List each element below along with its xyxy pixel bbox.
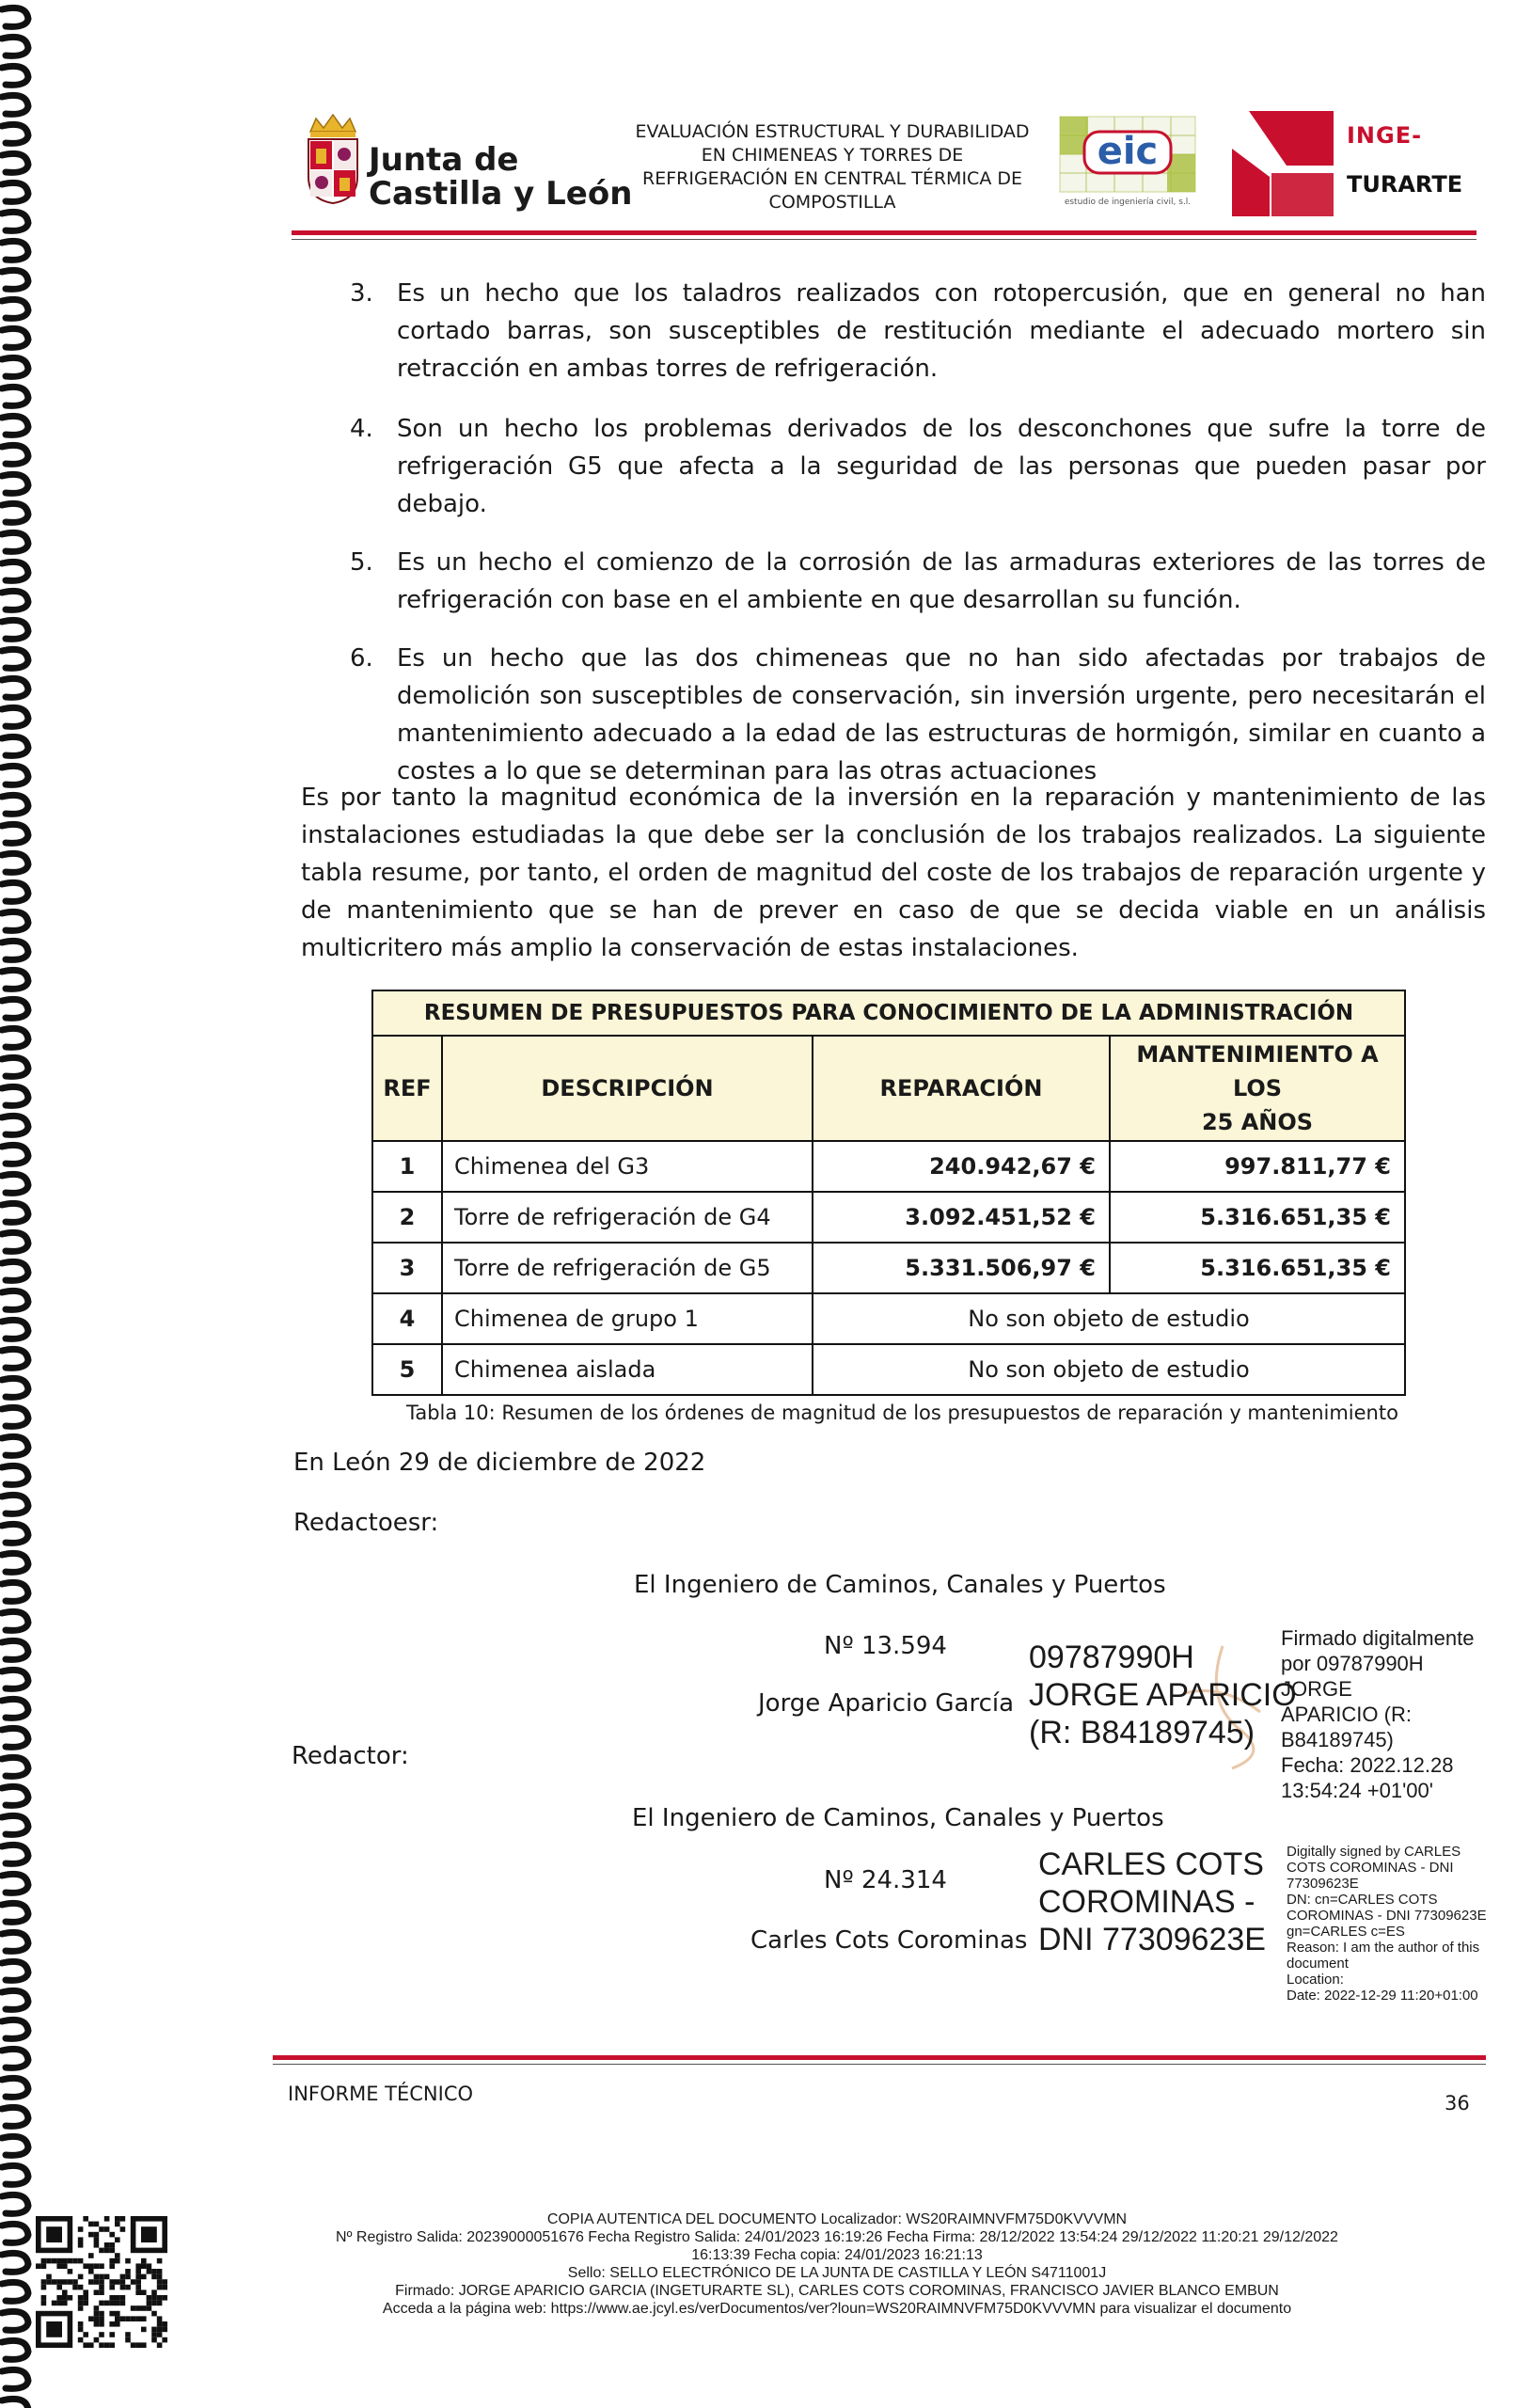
signer2-sig-line3: DNI 77309623E	[1038, 1922, 1266, 1957]
list-item	[350, 640, 1486, 790]
signer1-number: Nº 13.594	[824, 1632, 947, 1660]
signer2-stamp-line: Date: 2022-12-29 11:20+01:00	[1287, 1988, 1478, 2004]
budget-summary-table	[371, 990, 1406, 1396]
cell-not-studied: No son objeto de estudio	[813, 1293, 1405, 1344]
cell-maintenance: 997.811,77 €	[1110, 1141, 1405, 1192]
list-item-number: 6.	[350, 644, 373, 673]
signer2-digital-signature	[1038, 1846, 1266, 1958]
eic-logo-text: eic	[1097, 130, 1159, 173]
qr-code	[36, 2216, 167, 2348]
signer1-digital-signature	[1029, 1639, 1297, 1751]
list-item	[350, 410, 1486, 523]
list-item-number: 4.	[350, 415, 373, 443]
column-header-maintenance-line1: MANTENIMIENTO A LOS	[1136, 1041, 1379, 1101]
signer2-stamp-line: COROMINAS - DNI 77309623E	[1287, 1908, 1487, 1924]
cell-ref: 1	[372, 1141, 442, 1192]
eic-logo-subtitle: estudio de ingeniería civil, s.l.	[1064, 198, 1192, 207]
table-row	[372, 1344, 1405, 1395]
signer2-stamp-line: Digitally signed by CARLES	[1287, 1844, 1461, 1860]
cell-description: Chimenea aislada	[442, 1344, 813, 1395]
cell-description: Torre de refrigeración de G4	[442, 1192, 813, 1243]
redactores-label: Redactoesr:	[293, 1509, 439, 1537]
signer1-signature-stamp	[1281, 1625, 1497, 1803]
list-item-number: 5.	[350, 548, 373, 577]
table-row	[372, 1192, 1405, 1243]
cell-ref: 4	[372, 1293, 442, 1344]
signer1-sig-line3: (R: B84189745)	[1029, 1715, 1255, 1751]
page-number: 36	[1445, 2092, 1470, 2115]
column-header-repair: REPARACIÓN	[813, 1036, 1110, 1141]
signer1-stamp-line: por 09787990H JORGE	[1281, 1652, 1424, 1701]
cell-repair: 5.331.506,97 €	[813, 1243, 1110, 1293]
cell-ref: 2	[372, 1192, 442, 1243]
list-item-text: Es un hecho que las dos chimeneas que no han sido afectadas por trabajos de demolición son susceptibles de conservación, sin inversión urgente, pero necesitarán el mantenimiento adecuado a la edad de las estructuras de hormigón, similar en cuanto a costes a lo que se determinan para las otras actuaciones	[397, 644, 1486, 785]
list-item-text: Es un hecho el comienzo de la corrosión de las armaduras exteriores de las torres de refrigeración con base en el ambiente en que desarrollan su función.	[397, 548, 1486, 614]
signer2-sig-line1: CARLES COTS	[1038, 1846, 1264, 1882]
signer1-sig-line1: 09787990H	[1029, 1640, 1194, 1675]
cell-not-studied: No son objeto de estudio	[813, 1344, 1405, 1395]
signer2-role: El Ingeniero de Caminos, Canales y Puertos	[632, 1804, 1164, 1832]
signer2-stamp-line: 77309623E	[1287, 1876, 1359, 1892]
table-row	[372, 1141, 1405, 1192]
org-name: Junta de Castilla y León	[369, 141, 633, 213]
cell-ref: 3	[372, 1243, 442, 1293]
signer2-sig-line2: COROMINAS -	[1038, 1884, 1255, 1920]
junta-castilla-leon-logo	[303, 111, 363, 205]
document-title: EVALUACIÓN ESTRUCTURAL Y DURABILIDAD EN CHIMENEAS Y TORRES DE REFRIGERACIÓN EN CENTRAL TÉRMICA DE COMPOSTILLA	[635, 121, 1030, 213]
list-item-text: Es un hecho que los taladros realizados con rotopercusión, que en general no han cortado barras, son susceptibles de restitución mediante el adecuado mortero sin retracción en ambas torres de refrigeración.	[397, 279, 1486, 383]
eic-logo	[1058, 113, 1197, 214]
column-header-maintenance	[1110, 1036, 1405, 1141]
signer2-name: Carles Cots Corominas	[750, 1926, 1028, 1955]
column-header-maintenance-line2: 25 AÑOS	[1201, 1109, 1314, 1135]
cell-repair: 240.942,67 €	[813, 1141, 1110, 1192]
signer1-stamp-line: 13:54:24 +01'00'	[1281, 1779, 1433, 1802]
signer2-signature-stamp	[1287, 1844, 1503, 2004]
table-title: RESUMEN DE PRESUPUESTOS PARA CONOCIMIENTO DE LA ADMINISTRACIÓN	[372, 990, 1405, 1036]
signer2-number: Nº 24.314	[824, 1866, 947, 1894]
signer1-name: Jorge Aparicio García	[758, 1689, 1015, 1718]
header-divider-thin	[292, 239, 1477, 240]
registry-stamp	[169, 2210, 1505, 2318]
signer1-sig-line2: JORGE APARICIO	[1029, 1677, 1297, 1713]
signer2-stamp-line: document	[1287, 1956, 1349, 1972]
header-divider	[292, 230, 1477, 235]
cell-description: Torre de refrigeración de G5	[442, 1243, 813, 1293]
signer2-stamp-line: Location:	[1287, 1972, 1344, 1988]
signer2-stamp-line: COTS COROMINAS - DNI	[1287, 1860, 1454, 1876]
summary-paragraph: Es por tanto la magnitud económica de la inversión en la reparación y mantenimiento de las instalaciones estudiadas la que debe ser la conclusión de los trabajos realizados. La siguiente tabla resume, por tanto, el orden de magnitud del coste de los trabajos de reparación urgente y de mantenimiento que se han de prever en caso de que se decida viable en un análisis multicritero más amplio la conservación de estas instalaciones.	[301, 784, 1486, 962]
signer2-stamp-line: DN: cn=CARLES COTS	[1287, 1892, 1438, 1908]
signer1-stamp-line: Firmado digitalmente	[1281, 1626, 1475, 1650]
list-item-text: Son un hecho los problemas derivados de los desconchones que sufre la torre de refrigeración G5 que afecta a la seguridad de las personas que pueden pasar por debajo.	[397, 415, 1486, 518]
list-item-number: 3.	[350, 279, 373, 308]
signer1-stamp-line: Fecha: 2022.12.28	[1281, 1753, 1454, 1777]
column-header-description: DESCRIPCIÓN	[442, 1036, 813, 1141]
signer2-stamp-line: Reason: I am the author of this	[1287, 1940, 1480, 1956]
footer-divider-thin	[273, 2064, 1486, 2065]
column-header-ref: REF	[372, 1036, 442, 1141]
registry-line: Nº Registro Salida: 20239000051676 Fecha Registro Salida: 24/01/2023 16:19:26 Fecha Firma: 28/12/2022 13:54:24 29/12/2022 11:20:21 29/12/2022	[336, 2229, 1338, 2245]
signer1-stamp-line: APARICIO (R:	[1281, 1703, 1412, 1726]
registry-line: Sello: SELLO ELECTRÓNICO DE LA JUNTA DE CASTILLA Y LEÓN S4711001J	[567, 2265, 1107, 2281]
signer1-stamp-line: B84189745)	[1281, 1728, 1394, 1751]
cell-repair: 3.092.451,52 €	[813, 1192, 1110, 1243]
cell-maintenance: 5.316.651,35 €	[1110, 1192, 1405, 1243]
ingeturarte-logo	[1232, 111, 1463, 216]
footer-report-type: INFORME TÉCNICO	[288, 2083, 474, 2105]
redactor-label: Redactor:	[292, 1742, 409, 1770]
cell-maintenance: 5.316.651,35 €	[1110, 1243, 1405, 1293]
cell-description: Chimenea de grupo 1	[442, 1293, 813, 1344]
registry-line: Firmado: JORGE APARICIO GARCIA (INGETURARTE SL), CARLES COTS COROMINAS, FRANCISCO JAVIER BLANCO EMBUN	[395, 2283, 1279, 2299]
cell-description: Chimenea del G3	[442, 1141, 813, 1192]
signer1-role: El Ingeniero de Caminos, Canales y Puertos	[634, 1571, 1166, 1599]
registry-line: COPIA AUTENTICA DEL DOCUMENTO Localizador: WS20RAIMNVFM75D0KVVVMN	[546, 2211, 1128, 2227]
registry-line: 16:13:39 Fecha copia: 24/01/2023 16:21:13	[691, 2247, 983, 2263]
list-item	[350, 544, 1486, 619]
footer-divider	[273, 2055, 1486, 2060]
signer2-stamp-line: gn=CARLES c=ES	[1287, 1924, 1405, 1940]
table-row	[372, 1243, 1405, 1293]
cell-ref: 5	[372, 1344, 442, 1395]
registry-line: Acceda a la página web: https://www.ae.jcyl.es/verDocumentos/ver?loun=WS20RAIMNVFM75D0KVVVMN para visualizar el documento	[382, 2301, 1292, 2317]
place-date: En León 29 de diciembre de 2022	[293, 1449, 706, 1477]
table-caption: Tabla 10: Resumen de los órdenes de magnitud de los presupuestos de reparación y mantenimiento	[406, 1402, 1398, 1424]
ingeturarte-logo-line1: INGE-	[1347, 122, 1423, 149]
table-row	[372, 1293, 1405, 1344]
list-item	[350, 275, 1486, 388]
conclusions-list	[350, 275, 1486, 790]
ingeturarte-logo-line2: TURARTE	[1347, 171, 1463, 198]
spiral-binding	[0, 0, 38, 2408]
